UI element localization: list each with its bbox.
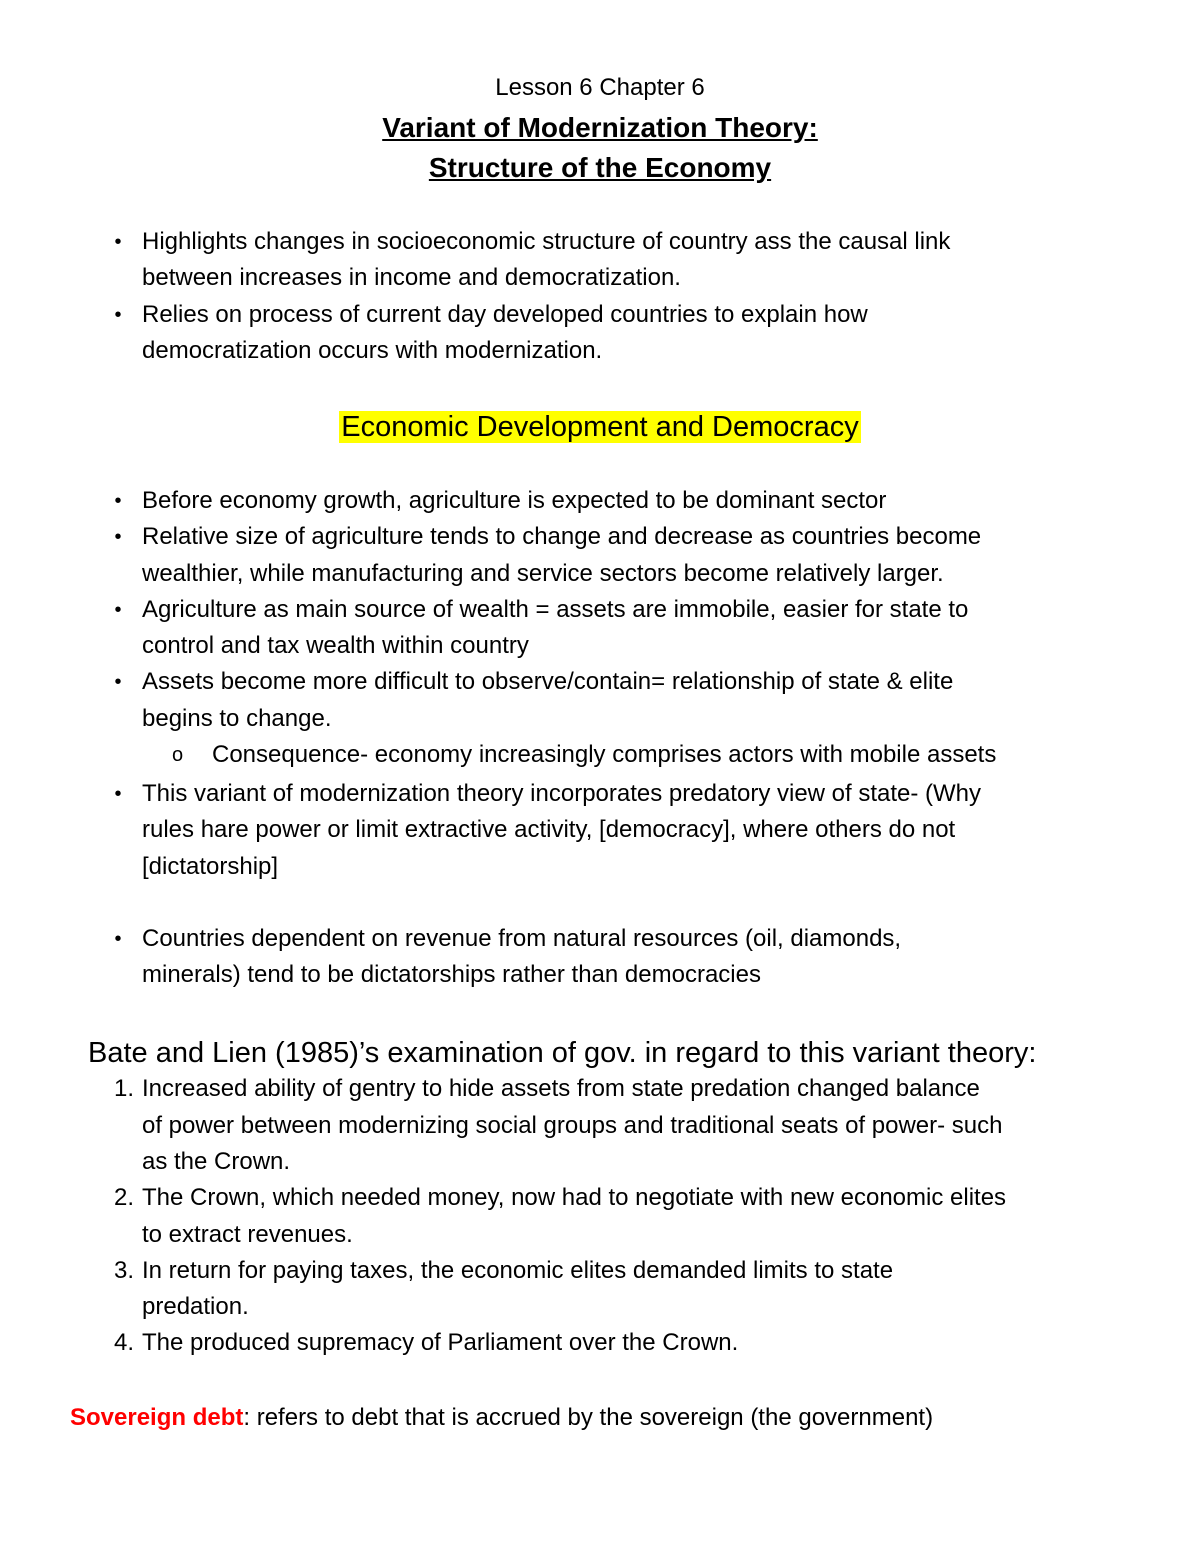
section1-bullet-5-line-1: This variant of modernization theory incorporates predatory view of state- (Why — [142, 780, 982, 807]
section-heading-bate-and-lien: Bate and Lien (1985)’s examination of gov. in regard to this variant theory: — [88, 1037, 1037, 1069]
intro-bullet-1-line-2: between increases in income and democratization. — [142, 264, 681, 291]
title-line-1-text: Variant of Modernization Theory: — [382, 112, 818, 143]
list-item-1-line-1: Increased ability of gentry to hide assets from state predation changed balance — [142, 1075, 980, 1102]
bullet-icon: • — [114, 526, 122, 548]
list-item-4-line-1: The produced supremacy of Parliament over the Crown. — [142, 1329, 739, 1356]
section1-bullet-1-line-1: Before economy growth, agriculture is expected to be dominant sector — [142, 487, 887, 514]
bullet-icon: • — [114, 599, 122, 621]
list-number: 4. — [113, 1329, 134, 1356]
section1-bullet-5-line-2: rules hare power or limit extractive activity, [democracy], where others do not — [142, 816, 956, 843]
section1-bullet-6-line-2: minerals) tend to be dictatorships rather than democracies — [142, 961, 761, 988]
title-line-2-text: Structure of the Economy — [428, 152, 772, 183]
section1-bullet-6-line-1: Countries dependent on revenue from natural resources (oil, diamonds, — [142, 925, 902, 952]
highlighted-heading: Economic Development and Democracy — [341, 411, 859, 443]
lesson-label: Lesson 6 Chapter 6 — [495, 74, 705, 101]
section1-bullet-4-line-2: begins to change. — [142, 705, 332, 732]
section1-bullet-2-line-1: Relative size of agriculture tends to change and decrease as countries become — [142, 523, 982, 550]
bullet-icon: • — [114, 783, 122, 805]
title-line-2 — [0, 148, 1200, 188]
list-item-1-line-3: as the Crown. — [142, 1148, 291, 1175]
bullet-icon: • — [114, 928, 122, 950]
bullet-icon: • — [114, 671, 122, 693]
list-number: 1. — [113, 1075, 134, 1102]
list-item-3-line-1: In return for paying taxes, the economic elites demanded limits to state — [142, 1257, 894, 1284]
title-line-1 — [0, 108, 1200, 148]
sub-bullet-circle-icon: o — [172, 744, 184, 766]
definition-term: Sovereign debt — [70, 1404, 244, 1431]
list-item-3-line-2: predation. — [142, 1293, 249, 1320]
sub-bullet-consequence: Consequence- economy increasingly comprises actors with mobile assets — [212, 741, 997, 768]
bullet-icon: • — [114, 304, 122, 326]
list-item-2-line-1: The Crown, which needed money, now had to negotiate with new economic elites — [142, 1184, 1007, 1211]
list-item-2-line-2: to extract revenues. — [142, 1221, 353, 1248]
intro-bullet-2-line-1: Relies on process of current day developed countries to explain how — [142, 301, 868, 328]
section1-bullet-4-line-1: Assets become more difficult to observe/contain= relationship of state & elite — [142, 668, 954, 695]
section1-bullet-3-line-2: control and tax wealth within country — [142, 632, 529, 659]
list-number: 3. — [113, 1257, 134, 1284]
section1-bullet-5-line-3: [dictatorship] — [142, 853, 279, 880]
bullet-icon: • — [114, 231, 122, 253]
bullet-icon: • — [114, 490, 122, 512]
section1-bullet-2-line-2: wealthier, while manufacturing and service sectors become relatively larger. — [142, 560, 944, 587]
section-heading-economic-development — [0, 404, 1200, 450]
list-item-1-line-2: of power between modernizing social groups and traditional seats of power- such — [142, 1112, 1003, 1139]
list-number: 2. — [113, 1184, 134, 1211]
intro-bullet-2-line-2: democratization occurs with modernization. — [142, 337, 603, 364]
definition-sovereign-debt — [70, 1398, 933, 1438]
definition-text: : refers to debt that is accrued by the sovereign (the government) — [243, 1404, 934, 1431]
intro-bullet-1-line-1: Highlights changes in socioeconomic structure of country ass the causal link — [142, 228, 951, 255]
section1-bullet-3-line-1: Agriculture as main source of wealth = assets are immobile, easier for state to — [142, 596, 969, 623]
